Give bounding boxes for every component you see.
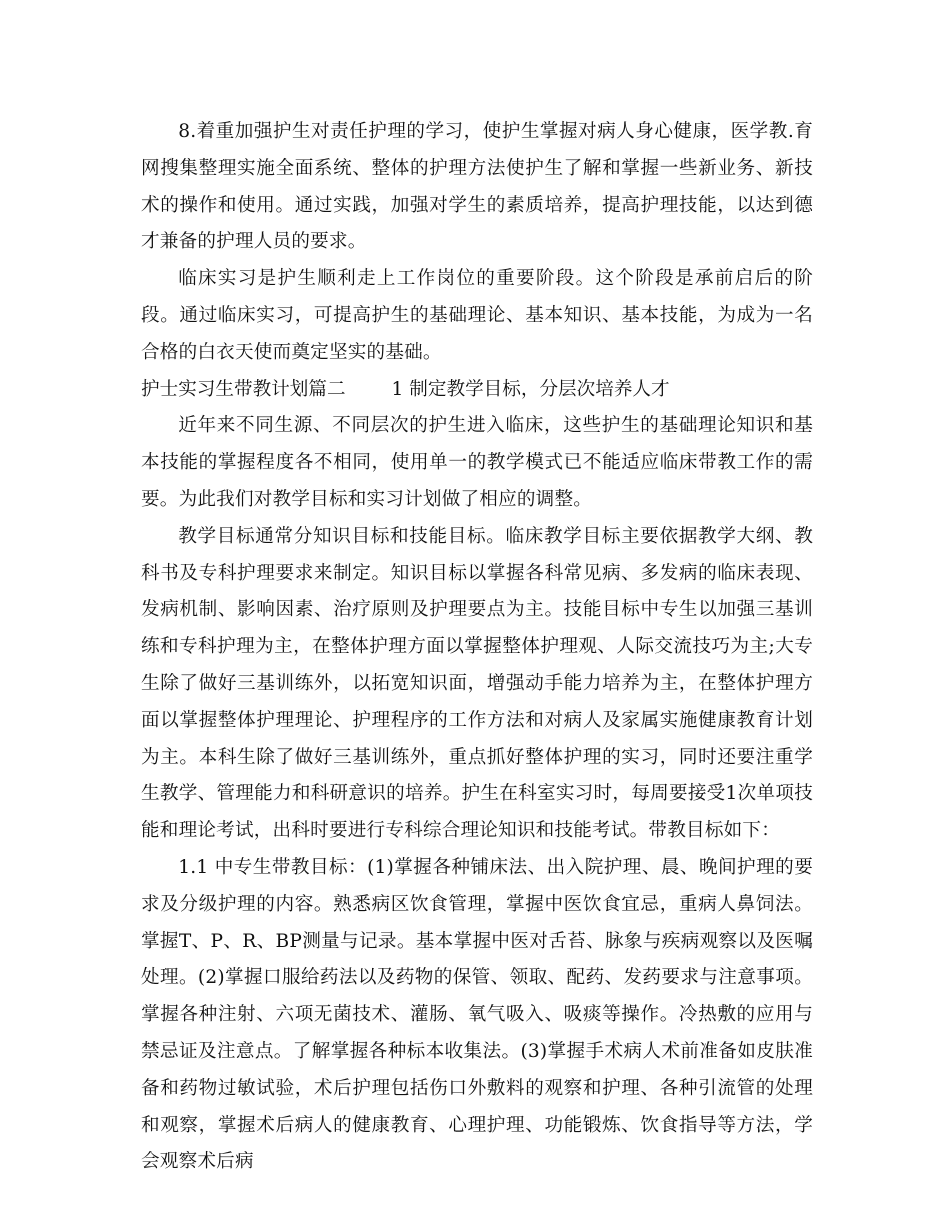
paragraph-secondary-goals: 1.1 中专生带教目标：(1)掌握各种铺床法、出入院护理、晨、晚间护理的要求及分级护理的内容。熟悉病区饮食管理，掌握中医饮食宜忌，重病人鼻饲法。掌握T、P、R、BP测量与记录。基本掌握中医对舌苔、脉象与疾病观察以及医嘱处理。(2)掌握口服给药法以及药物的保管、领取、配药、发药要求与注意事项。掌握各种注射、六项无菌技术、灌肠、氧气吸入、吸痰等操作。冷热敷的应用与禁忌证及注意点。了解掌握各种标本收集法。(3)掌握手术病人术前准备如皮肤准备和药物过敏试验，术后护理包括伤口外敷料的观察和护理、各种引流管的处理和观察，掌握术后病人的健康教育、心理护理、功能锻炼、饮食指导等方法，学会观察术后病 xyxy=(141,856,813,1173)
paragraph-student-differences: 近年来不同生源、不同层次的护生进入临床，这些护生的基础理论知识和基本技能的掌握程度各不相同，使用单一的教学模式已不能适应临床带教工作的需要。为此我们对教学目标和实习计划做了相应的调整。 xyxy=(141,415,813,510)
paragraph-responsibility-nursing: 8.着重加强护生对责任护理的学习，使护生掌握对病人身心健康，医学教.育网搜集整理实施全面系统、整体的护理方法使护生了解和掌握一些新业务、新技术的操作和使用。通过实践，加强对学生的素质培养，提高护理技能，以达到德才兼备的护理人员的要求。 xyxy=(141,121,813,253)
section-heading xyxy=(141,372,813,409)
paragraph-clinical-internship: 临床实习是护生顺利走上工作岗位的重要阶段。这个阶段是承前启后的阶段。通过临床实习，可提高护生的基础理论、基本知识、基本技能，为成为一名合格的白衣天使而奠定坚实的基础。 xyxy=(141,268,813,363)
plan-title: 护士实习生带教计划篇二 xyxy=(141,378,346,400)
section-title: 1 制定教学目标，分层次培养人才 xyxy=(391,378,670,400)
document-body xyxy=(141,114,813,1181)
paragraph-teaching-goals: 教学目标通常分知识目标和技能目标。临床教学目标主要依据教学大纲、教科书及专科护理要求来制定。知识目标以掌握各科常见病、多发病的临床表现、发病机制、影响因素、治疗原则及护理要点为主。技能目标中专生以加强三基训练和专科护理为主，在整体护理方面以掌握整体护理观、人际交流技巧为主;大专生除了做好三基训练外，以拓宽知识面，增强动手能力培养为主，在整体护理方面以掌握整体护理理论、护理程序的工作方法和对病人及家属实施健康教育计划为主。本科生除了做好三基训练外，重点抓好整体护理的实习，同时还要注重学生教学、管理能力和科研意识的培养。护生在科室实习时，每周要接受1次单项技能和理论考试，出科时要进行专科综合理论知识和技能考试。带教目标如下： xyxy=(141,525,813,842)
